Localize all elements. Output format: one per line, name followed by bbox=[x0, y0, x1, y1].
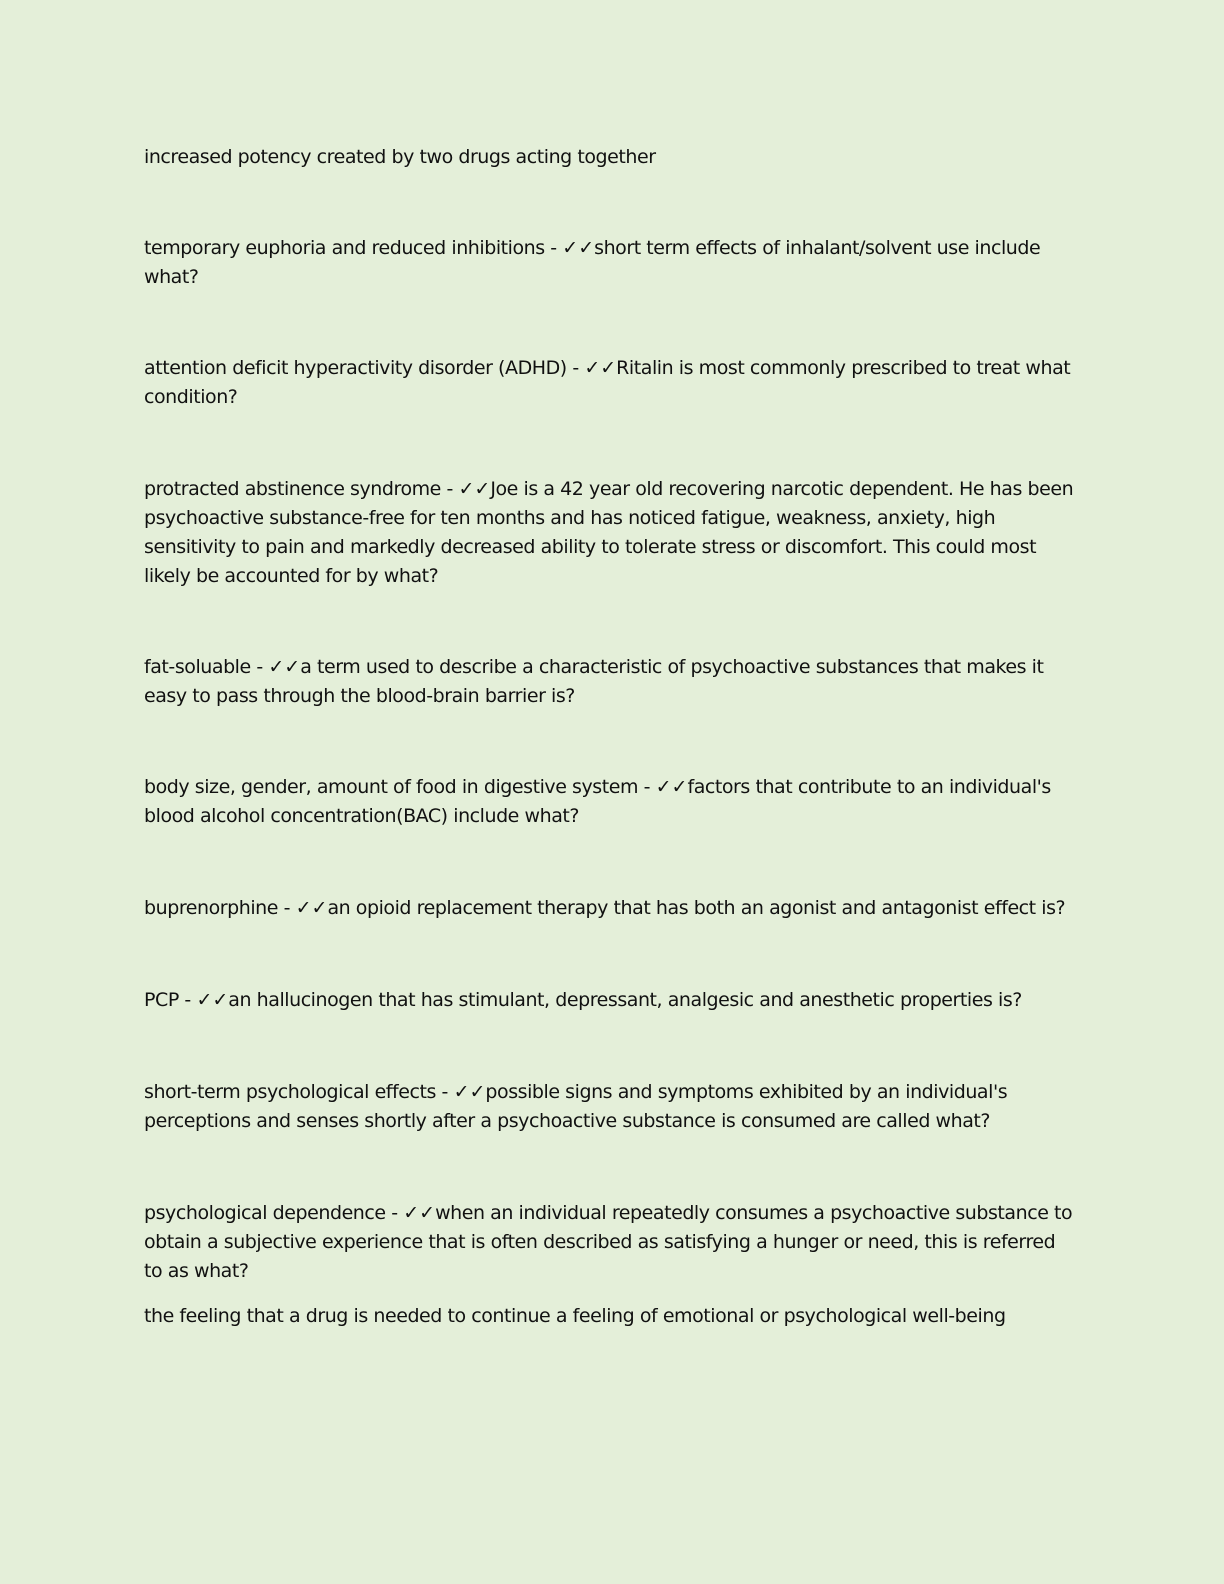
answer-text: buprenorphine bbox=[144, 897, 278, 919]
qa-entry bbox=[144, 894, 1074, 923]
separator: - bbox=[385, 1202, 404, 1224]
separator: - bbox=[440, 478, 459, 500]
double-check-icon: ✓✓ bbox=[403, 1202, 436, 1224]
question-text: factors that contribute to an individual's blood alcohol concentration(BAC) include what? bbox=[144, 776, 1051, 827]
answer-text: psychological dependence bbox=[144, 1202, 386, 1224]
separator: - bbox=[435, 1081, 454, 1103]
question-text: a term used to describe a characteristic of psychoactive substances that makes it easy to pass through the blood-brain barrier is? bbox=[144, 656, 1044, 707]
separator: - bbox=[278, 897, 296, 919]
document-page bbox=[144, 0, 1074, 1584]
qa-entry bbox=[144, 234, 1074, 292]
qa-entry bbox=[144, 986, 1074, 1015]
double-check-icon: ✓✓ bbox=[295, 897, 328, 919]
answer-text: PCP bbox=[144, 989, 179, 1011]
question-text: Joe is a 42 year old recovering narcotic dependent. He has been psychoactive substance-free for ten months and has noticed fatigue, weakness, anxiety, high sensitivity to pain and markedly decreased ability to tolerate stress or discomfort. This could most likely be accounted for by what? bbox=[144, 478, 1074, 587]
qa-entry bbox=[144, 653, 1074, 711]
answer-text: body size, gender, amount of food in digestive system bbox=[144, 776, 639, 798]
double-check-icon: ✓✓ bbox=[453, 1081, 486, 1103]
qa-entry bbox=[144, 475, 1074, 591]
question-text: Ritalin is most commonly prescribed to treat what condition? bbox=[144, 357, 1071, 408]
double-check-icon: ✓✓ bbox=[562, 237, 595, 259]
answer-text: fat-soluable bbox=[144, 656, 251, 678]
answer-text: protracted abstinence syndrome bbox=[144, 478, 441, 500]
double-check-icon: ✓✓ bbox=[655, 776, 688, 798]
qa-entry bbox=[144, 1078, 1074, 1136]
question-text: an opioid replacement therapy that has both an agonist and antagonist effect is? bbox=[327, 897, 1066, 919]
closing-text: the feeling that a drug is needed to continue a feeling of emotional or psychological well-being bbox=[144, 1305, 1006, 1327]
separator: - bbox=[250, 656, 269, 678]
double-check-icon: ✓✓ bbox=[268, 656, 301, 678]
question-text: possible signs and symptoms exhibited by an individual's perceptions and senses shortly after a psychoactive substance is consumed are called what? bbox=[144, 1081, 1008, 1132]
double-check-icon: ✓✓ bbox=[196, 989, 229, 1011]
answer-text: attention deficit hyperactivity disorder (ADHD) bbox=[144, 357, 567, 379]
separator: - bbox=[566, 357, 585, 379]
intro-text: increased potency created by two drugs acting together bbox=[144, 146, 656, 168]
question-text: short term effects of inhalant/solvent use include what? bbox=[144, 237, 1041, 288]
separator: - bbox=[638, 776, 656, 798]
qa-entry bbox=[144, 1199, 1074, 1286]
separator: - bbox=[178, 989, 197, 1011]
separator: - bbox=[544, 237, 563, 259]
double-check-icon: ✓✓ bbox=[584, 357, 617, 379]
qa-entry bbox=[144, 773, 1074, 831]
answer-text: temporary euphoria and reduced inhibitions bbox=[144, 237, 545, 259]
question-text: an hallucinogen that has stimulant, depressant, analgesic and anesthetic properties is? bbox=[228, 989, 1022, 1011]
question-text: when an individual repeatedly consumes a psychoactive substance to obtain a subjective experience that is often described as satisfying a hunger or need, this is referred to as what? bbox=[144, 1202, 1073, 1282]
answer-text: short-term psychological effects bbox=[144, 1081, 436, 1103]
double-check-icon: ✓✓ bbox=[458, 478, 491, 500]
qa-entry bbox=[144, 354, 1074, 412]
